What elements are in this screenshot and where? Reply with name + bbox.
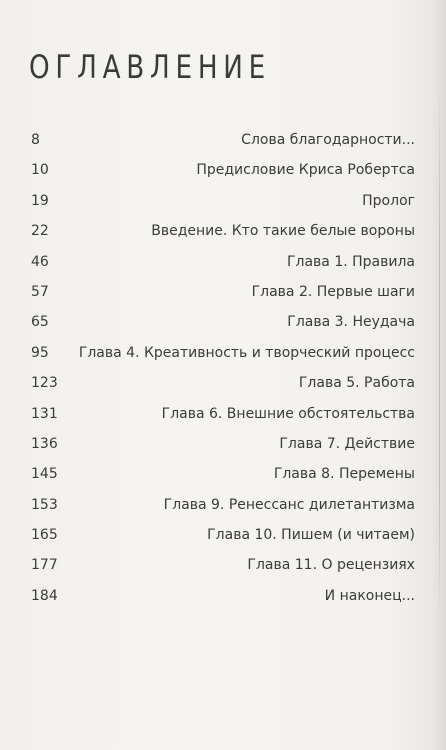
toc-entry	[31, 191, 415, 221]
toc-entry	[31, 282, 415, 312]
table-of-contents	[31, 130, 415, 616]
toc-entry	[31, 312, 415, 342]
toc-entry-title: Глава 5. Работа	[298, 375, 415, 392]
toc-page-number: 10	[31, 162, 49, 179]
page-title: ОГЛАВЛЕНИЕ	[29, 48, 271, 87]
toc-page-number: 19	[31, 192, 49, 209]
toc-entry-title: Глава 11. О рецензиях	[247, 557, 415, 574]
page-edge-shadow	[439, 80, 440, 620]
toc-page-number: 95	[31, 344, 49, 361]
toc-entry	[31, 221, 415, 251]
toc-page-number: 136	[31, 435, 58, 452]
toc-page-number: 46	[31, 253, 49, 270]
toc-page-number: 22	[31, 223, 49, 240]
toc-page-number: 165	[31, 527, 58, 544]
toc-entry	[31, 160, 415, 190]
toc-entry-title: Глава 4. Креативность и творческий процесс	[78, 344, 415, 361]
toc-entry-title: Глава 9. Ренессанс дилетантизма	[163, 496, 415, 513]
toc-entry-title: Глава 2. Первые шаги	[251, 283, 415, 300]
toc-entry-title: Глава 1. Правила	[286, 253, 415, 270]
toc-entry	[31, 404, 415, 434]
toc-entry-title: Введение. Кто такие белые вороны	[151, 223, 415, 240]
toc-entry-title: Пролог	[362, 192, 415, 209]
toc-page-number: 123	[31, 375, 58, 392]
toc-entry-title: Глава 8. Перемены	[273, 466, 415, 483]
toc-page-number: 145	[31, 466, 58, 483]
toc-entry-title: Глава 6. Внешние обстоятельства	[161, 405, 415, 422]
toc-page-number: 57	[31, 283, 49, 300]
toc-entry-title: Предисловие Криса Робертса	[196, 162, 415, 179]
toc-page-number: 131	[31, 405, 58, 422]
toc-entry-title: Слова благодарности...	[241, 132, 415, 148]
toc-entry-title: Глава 10. Пишем (и читаем)	[207, 527, 415, 544]
toc-page-number: 8	[31, 132, 40, 148]
toc-entry-title: Глава 7. Действие	[279, 435, 415, 452]
toc-entry	[31, 464, 415, 494]
toc-entry	[31, 555, 415, 585]
toc-page-number: 177	[31, 557, 58, 574]
toc-entry	[31, 130, 415, 160]
toc-entry	[31, 495, 415, 525]
toc-entry-title: И наконец...	[324, 587, 415, 604]
toc-page-number: 65	[31, 314, 49, 331]
toc-entry	[31, 586, 415, 616]
toc-entry	[31, 434, 415, 464]
toc-entry	[31, 343, 415, 373]
toc-entry-title: Глава 3. Неудача	[287, 314, 415, 331]
toc-entry	[31, 252, 415, 282]
toc-entry	[31, 525, 415, 555]
toc-page-number: 153	[31, 496, 58, 513]
toc-entry	[31, 373, 415, 403]
toc-page-number: 184	[31, 587, 58, 604]
